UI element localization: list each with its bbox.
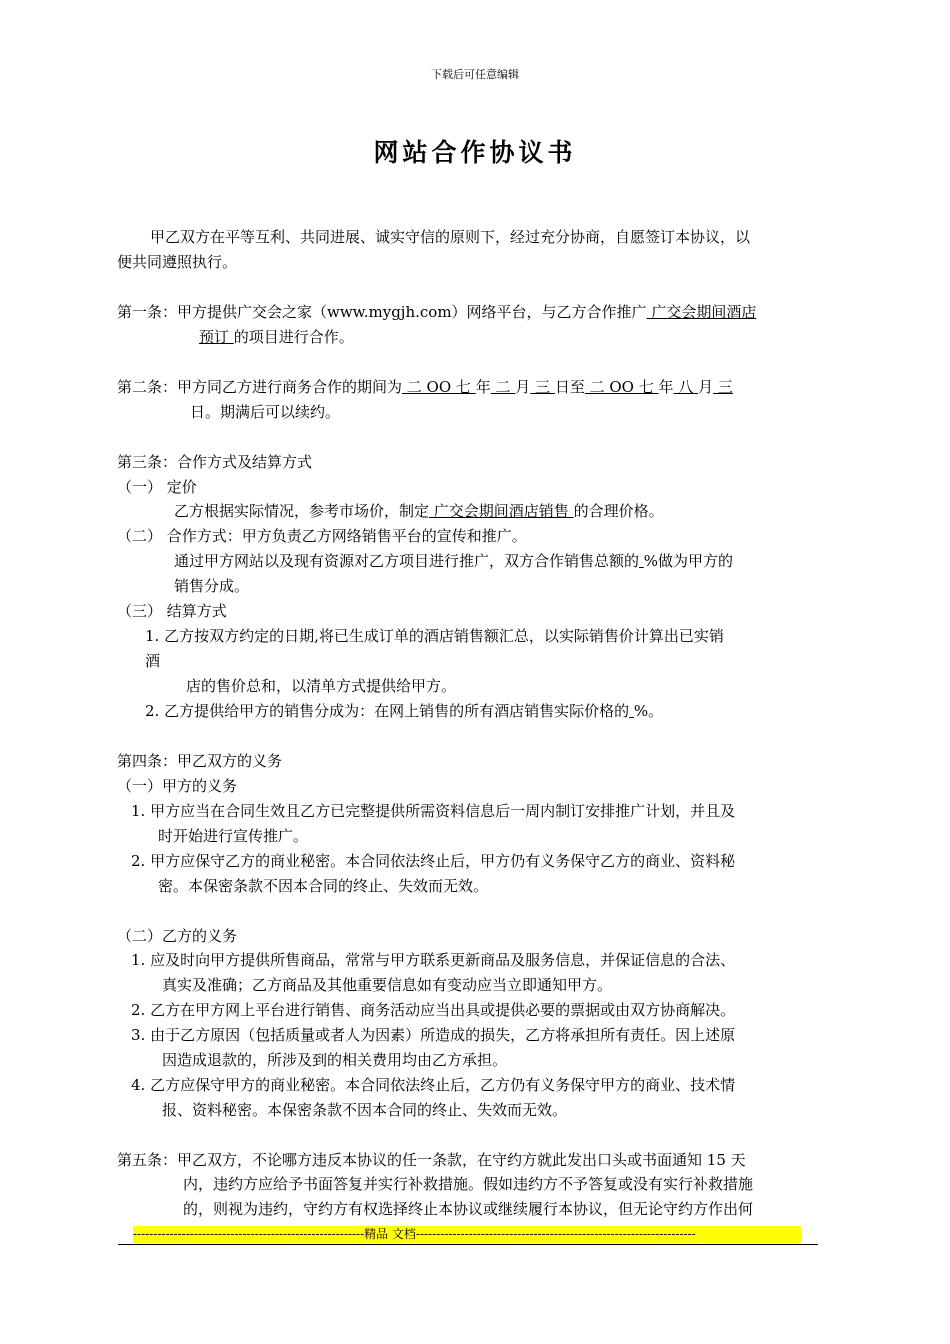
article-1-line-1 [117,301,756,322]
party-b-duty-1-line-1: 1. 应及时向甲方提供所售商品，常常与甲方联系更新商品及服务信息，并保证信息的合法、 [131,951,736,969]
end-month-field: 八 [673,378,699,396]
intro-line-1: 甲乙双方在平等互利、共同进展、诚实守信的原则下，经过充分协商，自愿签订本协议，以 [150,228,751,246]
year-label-2: 年 [658,378,674,396]
party-b-duty-2: 2. 乙方在甲方网上平台进行销售、商务活动应当出具或提供必要的票据或由双方协商解决。 [131,1001,736,1019]
start-month-field: 二 [490,378,516,396]
month-label-2: 月 [698,378,714,396]
article-1-text: 第一条：甲方提供广交会之家（www.mygjh.com）网络平台，与乙方合作推广 [117,303,647,321]
party-b-duty-3-line-1: 3. 由于乙方原因（包括质量或者人为因素）所造成的损失，乙方将承担所有责任。因上述原 [131,1026,736,1044]
footer-rule [118,1244,818,1245]
pricing-text: 乙方根据实际情况，参考市场价，制定 [174,502,430,520]
article-5-line-3: 的，则视为违约，守约方有权选择终止本协议或继续履行本协议，但无论守约方作出何 [183,1200,754,1218]
article-2-line-1 [117,376,733,397]
party-b-duty-1-line-2: 真实及准确；乙方商品及其他重要信息如有变动应当立即通知甲方。 [162,976,613,994]
article-2-text: 第二条：甲方同乙方进行商务合作的期间为 [117,378,403,396]
party-a-duty-2-line-1: 2. 甲方应保守乙方的商业秘密。本合同依法终止后，甲方仍有义务保守乙方的商业、资料秘 [131,852,736,870]
intro-line-2: 便共同遵照执行。 [117,253,238,271]
settlement-item-1-line-1: 1. 乙方按双方约定的日期,将已生成订单的酒店销售额汇总，以实际销售价计算出已实销 [145,627,724,645]
party-b-duty-3-line-2: 因造成退款的，所涉及到的相关费用均由乙方承担。 [162,1051,508,1069]
article-1-project-underline-2: 预订 [199,328,234,346]
settlement-item-2-text: 2. 乙方提供给甲方的销售分成为：在网上销售的所有酒店销售实际价格的 [145,702,630,720]
day-to-label: 日至 [554,378,585,396]
article-3-coop-line-1 [174,550,733,571]
year-label: 年 [475,378,491,396]
start-day-field: 三 [530,378,555,396]
article-3-heading: 第三条：合作方式及结算方式 [117,453,313,471]
pricing-underline: 广交会期间酒店销售 [429,502,574,520]
footer-watermark-band: ---------------------------------------------------------精品 文档--------------------------------------------------------------------- [133,1226,801,1243]
party-a-duty-1-line-2: 时开始进行宣传推广。 [158,827,309,845]
start-year-field: 二 OO 七 [402,378,476,396]
month-label: 月 [515,378,531,396]
page-header: 下载后可任意编辑 [431,68,519,81]
party-b-duties-heading: （二）乙方的义务 [117,927,238,945]
coop-text-end: %做为甲方的 [643,552,734,570]
article-1-line-2 [199,326,354,347]
article-5-line-2: 内，违约方应给予书面答复并实行补救措施。假如违约方不予答复或没有实行补救措施 [183,1175,754,1193]
party-b-duty-4-line-1: 4. 乙方应保守甲方的商业秘密。本合同依法终止后，乙方仍有义务保守甲方的商业、技术情 [131,1076,736,1094]
party-a-duty-1-line-1: 1. 甲方应当在合同生效且乙方已完整提供所需资料信息后一周内制订安排推广计划，并且及 [131,802,736,820]
party-a-duty-2-line-2: 密。本保密条款不因本合同的终止、失效而无效。 [158,877,489,895]
article-3-section-3: （三） 结算方式 [117,602,227,620]
settlement-item-2-end: %。 [633,702,664,720]
article-1-project-underline: 广交会期间酒店 [646,303,757,321]
article-3-section-2: （二） 合作方式：甲方负责乙方网络销售平台的宣传和推广。 [117,527,527,545]
article-3-section-1: （一） 定价 [117,478,197,496]
end-day-field: 三 [713,378,733,396]
end-year-field: 二 OO 七 [584,378,659,396]
article-2-line-2: 日。期满后可以续约。 [190,403,341,421]
article-5-line-1: 第五条：甲乙双方，不论哪方违反本协议的任一条款，在守约方就此发出口头或书面通知 15 天 [117,1151,746,1169]
settlement-item-2 [145,700,663,721]
pricing-text-end: 的合理价格。 [573,502,664,520]
article-3-coop-line-2: 销售分成。 [174,577,250,595]
coop-text: 通过甲方网站以及现有资源对乙方项目进行推广，双方合作销售总额的 [174,552,640,570]
settlement-item-1-line-2: 酒 [145,652,161,670]
document-title: 网站合作协议书 [373,138,577,167]
party-b-duty-4-line-2: 报、资料秘密。本保密条款不因本合同的终止、失效而无效。 [162,1101,568,1119]
article-1-text-2: 的项目进行合作。 [233,328,354,346]
settlement-item-1-line-3: 店的售价总和，以清单方式提供给甲方。 [186,677,457,695]
article-4-heading: 第四条：甲乙双方的义务 [117,752,283,770]
article-3-pricing-line [174,500,664,521]
party-a-duties-heading: （一）甲方的义务 [117,777,238,795]
